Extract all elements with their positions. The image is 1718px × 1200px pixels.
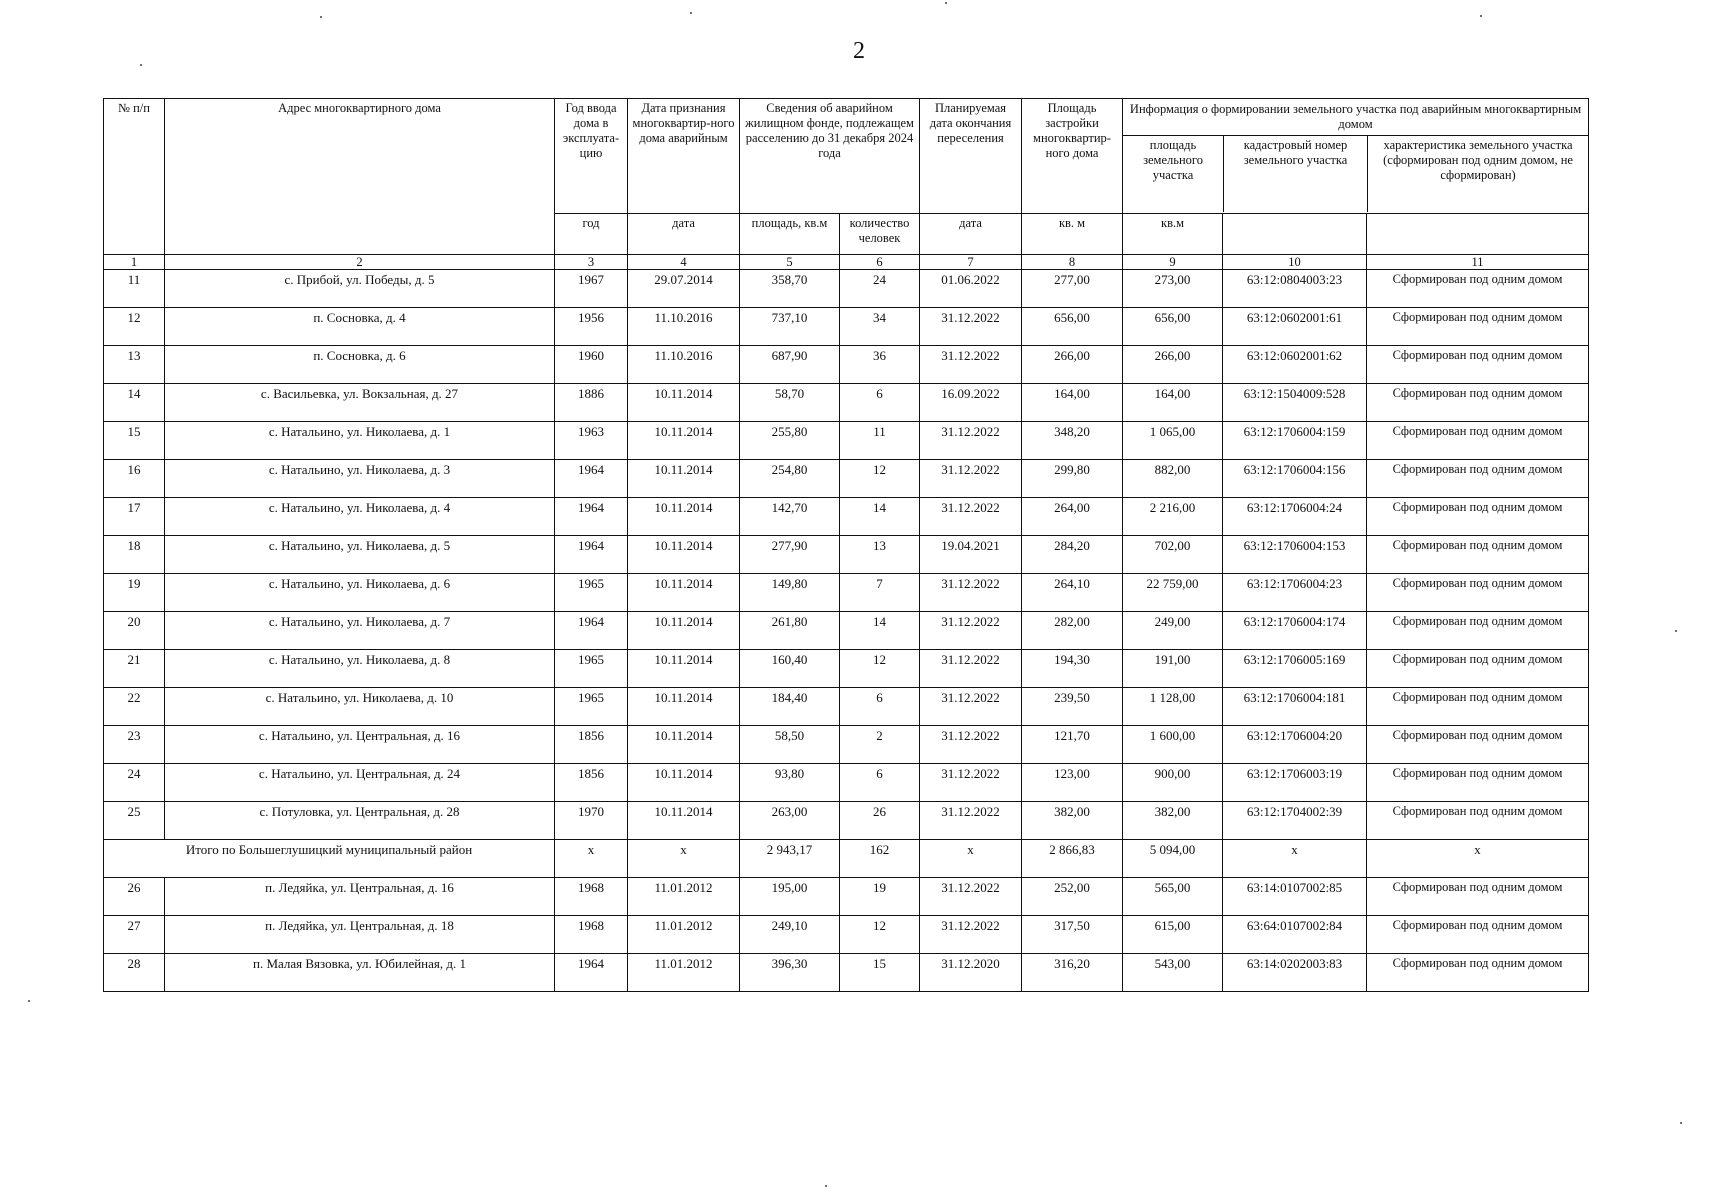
row-year: 1960 [555,346,628,384]
row-planned-date: 31.12.2020 [920,954,1022,992]
row-people: 2 [840,726,920,764]
row-people: 12 [840,650,920,688]
row-recognition-date: 10.11.2014 [628,574,740,612]
row-land-char: Сформирован под одним домом [1367,878,1589,916]
row-people: 13 [840,536,920,574]
row-building-area: 382,00 [1022,802,1123,840]
row-people: 34 [840,308,920,346]
row-address: с. Потуловка, ул. Центральная, д. 28 [165,802,555,840]
header-cadastral: кадастровый номер земельного участка [1223,136,1367,212]
row-area: 277,90 [740,536,840,574]
total-row [104,840,1589,878]
row-land-area: 266,00 [1123,346,1223,384]
row-address: с. Натальино, ул. Николаева, д. 7 [165,612,555,650]
row-area: 737,10 [740,308,840,346]
row-land-area: 1 128,00 [1123,688,1223,726]
row-number: 21 [104,650,165,688]
row-cadastral: 63:12:1706004:156 [1223,460,1367,498]
row-land-char: Сформирован под одним домом [1367,954,1589,992]
column-number: 6 [840,255,920,270]
header-emergency-fund: Сведения об аварийном жилищном фонде, подлежащем расселению до 31 декабря 2024 года [740,99,920,214]
row-land-area: 565,00 [1123,878,1223,916]
row-planned-date: 16.09.2022 [920,384,1022,422]
header-address: Адрес многоквартирного дома [165,99,555,255]
row-land-char: Сформирован под одним домом [1367,916,1589,954]
row-address: с. Натальино, ул. Николаева, д. 10 [165,688,555,726]
row-recognition-date: 10.11.2014 [628,384,740,422]
row-land-char: Сформирован под одним домом [1367,574,1589,612]
table-row [104,726,1589,764]
row-land-char: Сформирован под одним домом [1367,346,1589,384]
header-planned-date: Планируемая дата окончания переселения [920,99,1022,214]
row-land-area: 543,00 [1123,954,1223,992]
row-address: с. Натальино, ул. Николаева, д. 8 [165,650,555,688]
table-row [104,764,1589,802]
row-number: 18 [104,536,165,574]
row-people: 12 [840,460,920,498]
row-cadastral: 63:12:1704002:39 [1223,802,1367,840]
scan-speck [945,2,947,4]
row-number: 26 [104,878,165,916]
row-recognition-date: 11.10.2016 [628,346,740,384]
row-planned-date: 31.12.2022 [920,498,1022,536]
row-recognition-date: 10.11.2014 [628,764,740,802]
row-land-area: 2 216,00 [1123,498,1223,536]
scan-speck [140,64,142,66]
row-recognition-date: 11.01.2012 [628,954,740,992]
unit-people: количество человек [840,214,920,255]
total-land-area: 5 094,00 [1123,840,1223,878]
column-number: 2 [165,255,555,270]
total-people: 162 [840,840,920,878]
row-recognition-date: 29.07.2014 [628,270,740,308]
row-year: 1964 [555,954,628,992]
row-recognition-date: 10.11.2014 [628,726,740,764]
scan-speck [690,12,692,14]
row-building-area: 194,30 [1022,650,1123,688]
row-people: 7 [840,574,920,612]
row-people: 12 [840,916,920,954]
row-year: 1856 [555,726,628,764]
row-cadastral: 63:12:1706004:159 [1223,422,1367,460]
row-people: 19 [840,878,920,916]
total-area: 2 943,17 [740,840,840,878]
row-land-char: Сформирован под одним домом [1367,612,1589,650]
row-land-area: 900,00 [1123,764,1223,802]
row-planned-date: 31.12.2022 [920,878,1022,916]
row-building-area: 252,00 [1022,878,1123,916]
row-cadastral: 63:12:0602001:61 [1223,308,1367,346]
emergency-housing-table [103,98,1589,992]
row-number: 23 [104,726,165,764]
row-year: 1964 [555,536,628,574]
total-char: x [1367,840,1589,878]
row-year: 1970 [555,802,628,840]
row-year: 1956 [555,308,628,346]
row-building-area: 264,00 [1022,498,1123,536]
total-cadastral: x [1223,840,1367,878]
row-building-area: 164,00 [1022,384,1123,422]
row-cadastral: 63:12:0804003:23 [1223,270,1367,308]
row-people: 6 [840,764,920,802]
row-cadastral: 63:12:1706004:174 [1223,612,1367,650]
header-building-area: Площадь застройки многоквартир-ного дома [1022,99,1123,214]
row-building-area: 316,20 [1022,954,1123,992]
row-land-area: 191,00 [1123,650,1223,688]
scan-speck [28,1000,30,1002]
row-planned-date: 31.12.2022 [920,764,1022,802]
unit-planned-date: дата [920,214,1022,255]
row-planned-date: 31.12.2022 [920,574,1022,612]
row-land-area: 1 600,00 [1123,726,1223,764]
row-planned-date: 19.04.2021 [920,536,1022,574]
unit-area: площадь, кв.м [740,214,840,255]
row-year: 1964 [555,612,628,650]
header-num: № п/п [104,99,165,255]
total-planned: x [920,840,1022,878]
table-row [104,270,1589,308]
unit-year: год [555,214,628,255]
row-area: 149,80 [740,574,840,612]
row-area: 261,80 [740,612,840,650]
total-year: x [555,840,628,878]
unit-cadastral-blank [1223,214,1367,255]
row-building-area: 123,00 [1022,764,1123,802]
row-cadastral: 63:64:0107002:84 [1223,916,1367,954]
row-recognition-date: 10.11.2014 [628,498,740,536]
row-cadastral: 63:14:0202003:83 [1223,954,1367,992]
row-recognition-date: 10.11.2014 [628,422,740,460]
total-date: x [628,840,740,878]
unit-building-area: кв. м [1022,214,1123,255]
column-number: 1 [104,255,165,270]
row-address: с. Прибой, ул. Победы, д. 5 [165,270,555,308]
row-land-char: Сформирован под одним домом [1367,422,1589,460]
row-planned-date: 31.12.2022 [920,726,1022,764]
row-number: 11 [104,270,165,308]
row-address: с. Натальино, ул. Николаева, д. 4 [165,498,555,536]
table-row [104,916,1589,954]
row-cadastral: 63:12:1706004:23 [1223,574,1367,612]
row-address: с. Васильевка, ул. Вокзальная, д. 27 [165,384,555,422]
row-address: п. Малая Вязовка, ул. Юбилейная, д. 1 [165,954,555,992]
row-recognition-date: 10.11.2014 [628,650,740,688]
row-number: 28 [104,954,165,992]
row-building-area: 121,70 [1022,726,1123,764]
column-number: 10 [1223,255,1367,270]
table-row [104,498,1589,536]
table-row [104,460,1589,498]
row-land-char: Сформирован под одним домом [1367,384,1589,422]
table-row [104,612,1589,650]
row-land-area: 164,00 [1123,384,1223,422]
row-planned-date: 31.12.2022 [920,612,1022,650]
row-year: 1963 [555,422,628,460]
row-building-area: 656,00 [1022,308,1123,346]
row-people: 11 [840,422,920,460]
row-year: 1967 [555,270,628,308]
row-building-area: 264,10 [1022,574,1123,612]
page-number: 2 [853,38,865,64]
row-people: 6 [840,384,920,422]
row-number: 14 [104,384,165,422]
row-number: 24 [104,764,165,802]
row-land-char: Сформирован под одним домом [1367,688,1589,726]
row-cadastral: 63:12:1706004:24 [1223,498,1367,536]
row-land-area: 249,00 [1123,612,1223,650]
row-area: 249,10 [740,916,840,954]
row-cadastral: 63:12:1706005:169 [1223,650,1367,688]
header-land-char: характеристика земельного участка (сформирован под одним домом, не сформирован) [1367,136,1588,212]
row-year: 1856 [555,764,628,802]
row-address: с. Натальино, ул. Николаева, д. 3 [165,460,555,498]
header-land-info [1123,99,1589,214]
row-recognition-date: 10.11.2014 [628,536,740,574]
row-number: 15 [104,422,165,460]
row-area: 254,80 [740,460,840,498]
header-land-subheaders [1123,136,1588,212]
total-label: Итого по Большеглушицкий муниципальный район [104,840,555,878]
row-area: 358,70 [740,270,840,308]
row-cadastral: 63:12:1706004:181 [1223,688,1367,726]
unit-char-blank [1367,214,1589,255]
row-number: 20 [104,612,165,650]
row-address: п. Сосновка, д. 6 [165,346,555,384]
row-building-area: 284,20 [1022,536,1123,574]
column-number: 7 [920,255,1022,270]
row-cadastral: 63:12:1504009:528 [1223,384,1367,422]
row-people: 14 [840,498,920,536]
row-area: 263,00 [740,802,840,840]
row-people: 15 [840,954,920,992]
row-cadastral: 63:14:0107002:85 [1223,878,1367,916]
row-land-area: 615,00 [1123,916,1223,954]
row-planned-date: 01.06.2022 [920,270,1022,308]
row-building-area: 299,80 [1022,460,1123,498]
row-area: 93,80 [740,764,840,802]
row-building-area: 282,00 [1022,612,1123,650]
row-planned-date: 31.12.2022 [920,688,1022,726]
header-land-area: площадь земельного участка [1143,138,1203,182]
row-address: с. Натальино, ул. Николаева, д. 6 [165,574,555,612]
table-row [104,422,1589,460]
row-number: 12 [104,308,165,346]
unit-land-area: кв.м [1123,214,1223,255]
table-row [104,536,1589,574]
row-area: 396,30 [740,954,840,992]
header-land-info-title: Информация о формировании земельного участка под аварийным многоквартирным домом [1123,99,1588,136]
row-area: 58,50 [740,726,840,764]
row-cadastral: 63:12:1706004:20 [1223,726,1367,764]
column-number: 8 [1022,255,1123,270]
row-recognition-date: 10.11.2014 [628,460,740,498]
row-people: 36 [840,346,920,384]
row-land-area: 382,00 [1123,802,1223,840]
row-building-area: 348,20 [1022,422,1123,460]
scan-speck [1480,15,1482,17]
row-year: 1964 [555,498,628,536]
row-address: п. Ледяйка, ул. Центральная, д. 18 [165,916,555,954]
row-number: 13 [104,346,165,384]
row-area: 184,40 [740,688,840,726]
row-cadastral: 63:12:1706003:19 [1223,764,1367,802]
row-number: 17 [104,498,165,536]
row-recognition-date: 11.01.2012 [628,916,740,954]
row-area: 687,90 [740,346,840,384]
row-address: п. Сосновка, д. 4 [165,308,555,346]
table-row [104,346,1589,384]
row-planned-date: 31.12.2022 [920,346,1022,384]
column-number-row [104,255,1589,270]
row-land-char: Сформирован под одним домом [1367,764,1589,802]
column-number: 9 [1123,255,1223,270]
row-planned-date: 31.12.2022 [920,422,1022,460]
row-building-area: 239,50 [1022,688,1123,726]
total-build-area: 2 866,83 [1022,840,1123,878]
unit-recognition-date: дата [628,214,740,255]
table-row [104,574,1589,612]
column-number: 4 [628,255,740,270]
row-land-char: Сформирован под одним домом [1367,460,1589,498]
table-row [104,688,1589,726]
row-area: 255,80 [740,422,840,460]
row-number: 27 [104,916,165,954]
table-row [104,384,1589,422]
row-year: 1965 [555,688,628,726]
row-land-char: Сформирован под одним домом [1367,802,1589,840]
row-year: 1965 [555,574,628,612]
row-planned-date: 31.12.2022 [920,460,1022,498]
row-land-area: 882,00 [1123,460,1223,498]
column-number: 3 [555,255,628,270]
row-planned-date: 31.12.2022 [920,916,1022,954]
row-people: 26 [840,802,920,840]
row-recognition-date: 10.11.2014 [628,612,740,650]
table-row [104,878,1589,916]
row-area: 195,00 [740,878,840,916]
row-planned-date: 31.12.2022 [920,802,1022,840]
row-land-area: 1 065,00 [1123,422,1223,460]
header-year: Год ввода дома в эксплуата-цию [555,99,628,214]
row-year: 1886 [555,384,628,422]
scan-speck [1675,630,1677,632]
row-building-area: 266,00 [1022,346,1123,384]
row-planned-date: 31.12.2022 [920,650,1022,688]
row-area: 160,40 [740,650,840,688]
row-area: 142,70 [740,498,840,536]
table-row [104,954,1589,992]
row-land-char: Сформирован под одним домом [1367,726,1589,764]
row-land-area: 273,00 [1123,270,1223,308]
row-land-char: Сформирован под одним домом [1367,650,1589,688]
column-number: 5 [740,255,840,270]
row-land-char: Сформирован под одним домом [1367,270,1589,308]
row-people: 6 [840,688,920,726]
row-land-area: 22 759,00 [1123,574,1223,612]
row-year: 1968 [555,878,628,916]
scan-speck [320,16,322,18]
row-area: 58,70 [740,384,840,422]
row-building-area: 277,00 [1022,270,1123,308]
row-cadastral: 63:12:0602001:62 [1223,346,1367,384]
row-number: 16 [104,460,165,498]
scan-speck [1680,1122,1682,1124]
row-year: 1968 [555,916,628,954]
row-land-char: Сформирован под одним домом [1367,536,1589,574]
row-building-area: 317,50 [1022,916,1123,954]
row-people: 14 [840,612,920,650]
row-cadastral: 63:12:1706004:153 [1223,536,1367,574]
row-land-char: Сформирован под одним домом [1367,308,1589,346]
row-year: 1965 [555,650,628,688]
scan-speck [825,1185,827,1187]
row-number: 25 [104,802,165,840]
row-number: 22 [104,688,165,726]
row-people: 24 [840,270,920,308]
row-number: 19 [104,574,165,612]
row-planned-date: 31.12.2022 [920,308,1022,346]
row-land-area: 656,00 [1123,308,1223,346]
row-address: с. Натальино, ул. Центральная, д. 16 [165,726,555,764]
row-recognition-date: 11.01.2012 [628,878,740,916]
row-address: с. Натальино, ул. Центральная, д. 24 [165,764,555,802]
row-address: с. Натальино, ул. Николаева, д. 1 [165,422,555,460]
row-land-area: 702,00 [1123,536,1223,574]
table-row [104,650,1589,688]
row-recognition-date: 10.11.2014 [628,802,740,840]
row-address: п. Ледяйка, ул. Центральная, д. 16 [165,878,555,916]
row-recognition-date: 10.11.2014 [628,688,740,726]
row-land-char: Сформирован под одним домом [1367,498,1589,536]
row-address: с. Натальино, ул. Николаева, д. 5 [165,536,555,574]
row-year: 1964 [555,460,628,498]
table-row [104,308,1589,346]
table-row [104,802,1589,840]
row-recognition-date: 11.10.2016 [628,308,740,346]
column-number: 11 [1367,255,1589,270]
header-recognition-date: Дата признания многоквартир-ного дома аварийным [628,99,740,214]
